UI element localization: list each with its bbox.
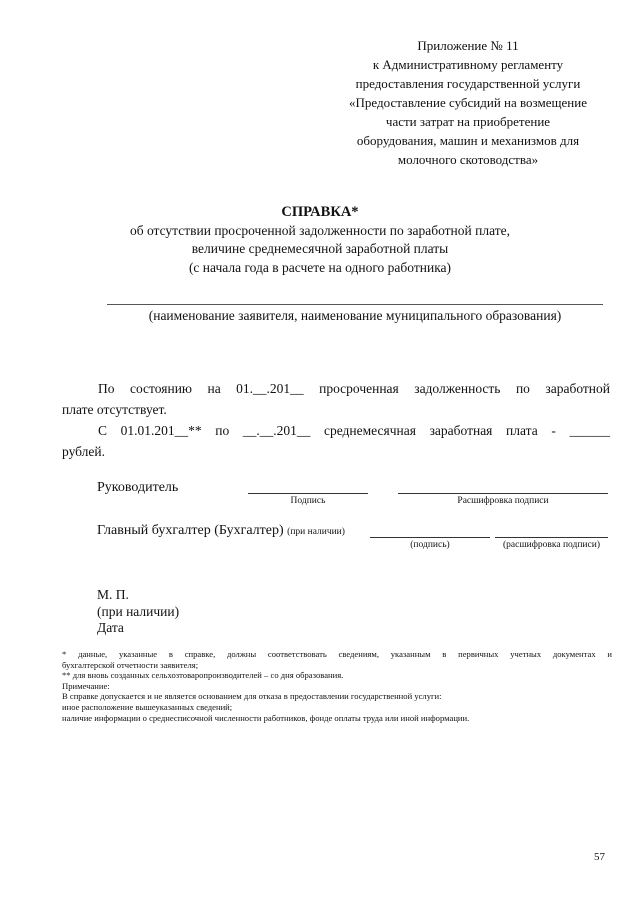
certificate-subtitle-line: об отсутствии просроченной задолженности по заработной плате, [129, 222, 510, 238]
word: по [515, 381, 530, 396]
accountant-label-row [97, 523, 345, 539]
word: по [215, 423, 230, 438]
page-number: 57 [594, 851, 605, 863]
accountant-signature-line [370, 537, 490, 538]
remark-title: Примечание: [62, 680, 110, 691]
date-label: Дата [97, 620, 124, 635]
certificate-subtitle-line: величине среднемесячной заработной платы [191, 241, 449, 256]
word: заработной [545, 381, 610, 396]
head-label: Руководитель [97, 480, 179, 495]
word: на [207, 381, 221, 396]
footnote-line: бухгалтерской отчетности заявителя; [62, 659, 199, 670]
head-signature-line [248, 493, 368, 494]
appendix-header [318, 36, 618, 169]
paragraph-debt-status [62, 378, 610, 420]
date-blank: __.__.201__ [242, 423, 311, 438]
paragraph-line: плате отсутствует. [62, 402, 167, 417]
appendix-line: молочного скотоводства» [397, 152, 539, 167]
date-blank: 01.__.201__ [236, 381, 304, 396]
appendix-line: части затрат на приобретение [385, 114, 551, 129]
word: заработная [429, 423, 493, 438]
remark-line: наличие информации о среднесписочной численности работников, фонде оплаты труда или иной информации. [62, 712, 470, 723]
footnote-line: * данные, указанные в справке, должны соответствовать сведениям, указанным в первичных учетных документах и [62, 649, 612, 659]
appendix-line: к Административному регламенту [372, 57, 564, 72]
word: По [98, 381, 115, 396]
accountant-name-line [495, 537, 608, 538]
word: просроченная [319, 381, 399, 396]
word: среднемесячная [324, 423, 416, 438]
footnote-line: ** для вновь созданных сельхозтоваропроизводителей – со дня образования. [62, 670, 344, 681]
remark-line: иное расположение вышеуказанных сведений; [62, 701, 233, 712]
certificate-title: СПРАВКА* [281, 204, 359, 220]
accountant-label: Главный бухгалтер (Бухгалтер) [97, 523, 284, 538]
head-name-line [398, 493, 608, 494]
stamp-note: (при наличии) [97, 604, 180, 619]
word: - [551, 423, 556, 438]
head-signature-caption: Подпись [290, 496, 326, 506]
remark-line: В справке допускается и не является основанием для отказа в предоставлении государственной услуги: [62, 691, 442, 702]
word: задолженность [414, 381, 501, 396]
stamp-label: М. П. [97, 587, 129, 602]
paragraph-line [62, 420, 610, 441]
word: плата [506, 423, 538, 438]
certificate-title-block [0, 203, 640, 277]
date-blank: 01.01.201__** [120, 423, 202, 438]
word: состоянию [129, 381, 192, 396]
paragraph-line: рублей. [62, 444, 106, 459]
applicant-name-caption: (наименование заявителя, наименование муниципального образования) [148, 308, 562, 323]
accountant-signature-caption: (подпись) [410, 540, 450, 550]
paragraph-line [62, 378, 610, 399]
footnotes [62, 649, 612, 723]
appendix-line: оборудования, машин и механизмов для [356, 133, 580, 148]
appendix-line: Приложение № 11 [417, 38, 519, 53]
applicant-name-line [107, 304, 603, 305]
paragraph-average-salary [62, 420, 610, 462]
appendix-line: «Предоставление субсидий на возмещение [349, 95, 587, 110]
accountant-name-caption: (расшифровка подписи) [503, 540, 600, 550]
certificate-subtitle-line: (с начала года в расчете на одного работника) [188, 259, 452, 275]
head-name-caption: Расшифровка подписи [457, 496, 549, 506]
accountant-note: (при наличии) [287, 527, 345, 537]
appendix-line: предоставления государственной услуги [355, 76, 581, 91]
word: С [98, 423, 108, 438]
amount-blank: ______ [569, 423, 610, 438]
